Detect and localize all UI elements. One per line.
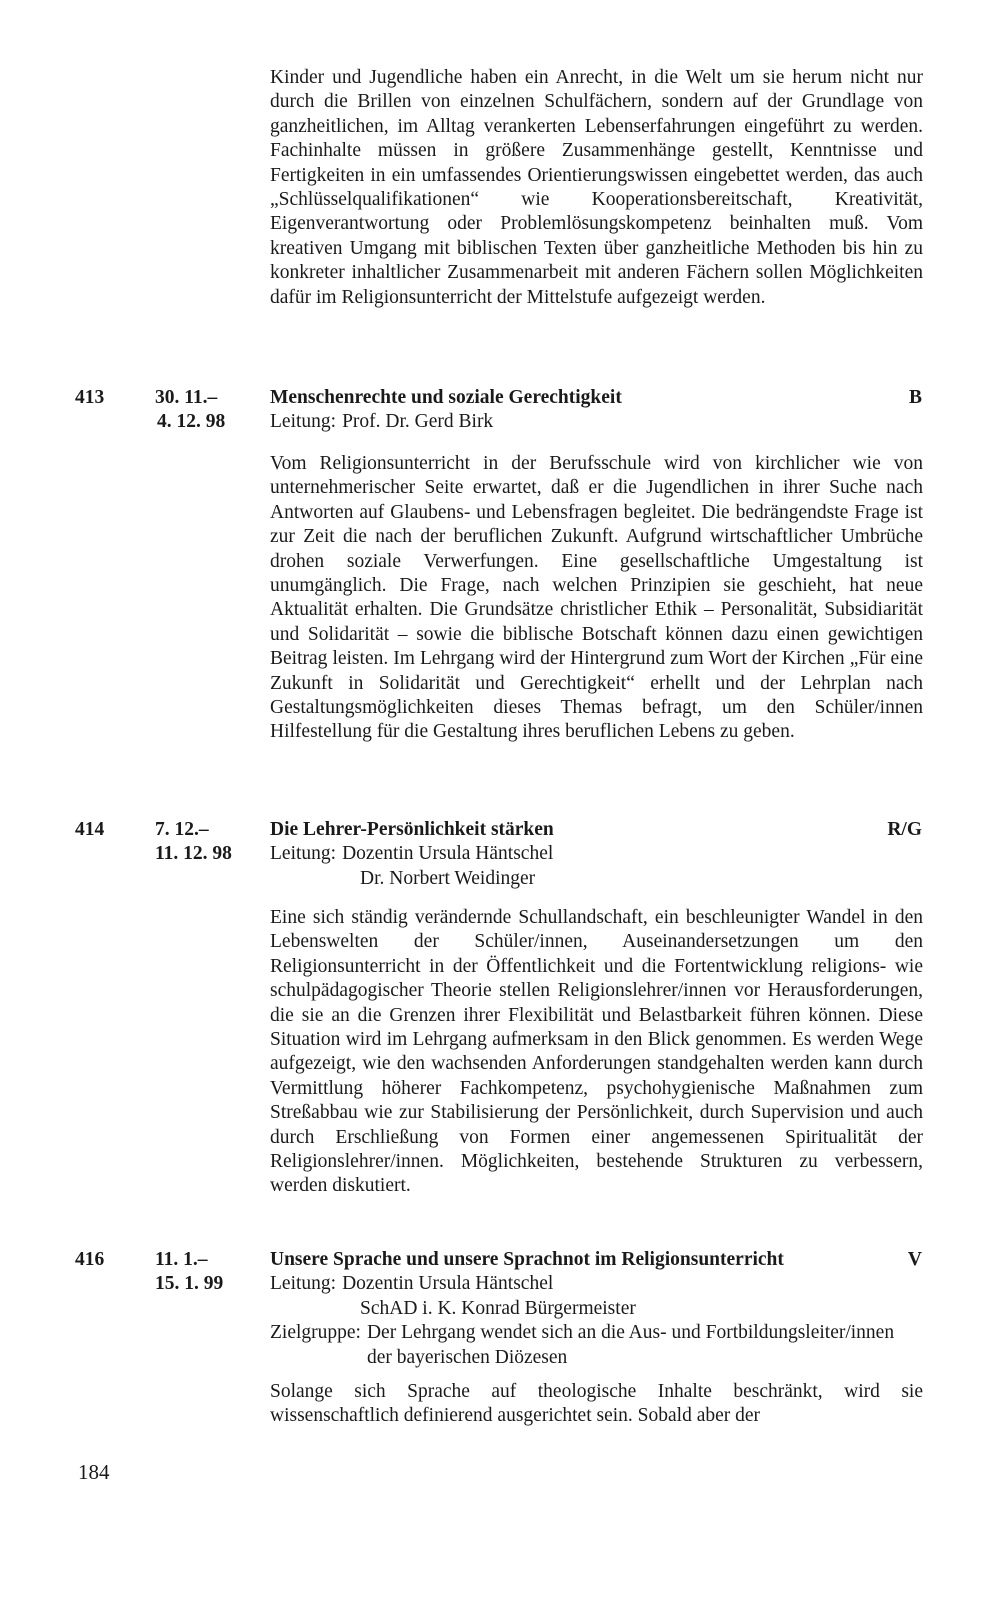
course-number: 416 (75, 1249, 105, 1270)
course-title: Menschenrechte und soziale Gerechtigkeit (270, 387, 622, 408)
course-meta (270, 842, 923, 891)
course-description-416: Solange sich Sprache auf theologische Inhalte beschränkt, wird sie wissenschaftlich definierend ausgerichtet sein. Sobald aber der (270, 1381, 923, 1427)
zielgruppe-label: Zielgruppe: (270, 1322, 361, 1344)
leitung-label: Leitung: (270, 1273, 337, 1295)
course-code: B (908, 387, 922, 408)
page-number: 184 (78, 1460, 110, 1484)
zielgruppe-text: Der Lehrgang wendet sich an die Aus- und Fortbildungsleiter/innen der bayerischen Diözesen (366, 1322, 895, 1368)
course-dates (155, 818, 232, 867)
date-end: 11. 12. 98 (155, 843, 232, 865)
course-code: V (907, 1249, 922, 1270)
leitung-label: Leitung: (270, 843, 337, 865)
course-description-414: Eine sich ständig verändernde Schullandschaft, ein beschleunigter Wandel in den Lebenswelten der Schüler/innen, Auseinandersetzungen um den Religionsunterricht in der Öffentlichkeit und die Fortentwicklung religions- wie schulpädagogischer Theorie stellen Religionslehrer/innen vor Herausforderungen, die sie an die Grenzen ihrer Flexibilität und Belastbarkeit führen können. Diese Situation wird im Lehrgang aufmerksam in den Blick genommen. Es werden Wege aufgezeigt, wie den wachsenden Anforderungen standgehalten werden kann durch Vermittlung höherer Fachkompetenz, psychohygienische Maßnahmen zum Streßabbau wie zur Stabilisierung der Persönlichkeit, durch Supervision und auch durch Erschließung von Formen einer angemessenen Spiritualität der Religionslehrer/innen. Möglichkeiten, bestehende Strukturen zu verbessern, werden diskutiert. (270, 907, 923, 1197)
date-start: 7. 12.– (155, 819, 209, 840)
leitung-name: Dr. Norbert Weidinger (360, 867, 536, 889)
leitung-name: Prof. Dr. Gerd Birk (342, 411, 494, 433)
leitung-name: Dozentin Ursula Häntschel (342, 1273, 554, 1295)
date-end: 4. 12. 98 (157, 411, 226, 433)
course-number: 414 (75, 819, 105, 840)
date-start: 30. 11.– (155, 387, 218, 408)
course-number: 413 (75, 387, 105, 408)
course-meta (270, 1272, 923, 1370)
leitung-label: Leitung: (270, 411, 337, 433)
leitung-name: SchAD i. K. Konrad Bürgermeister (360, 1297, 636, 1319)
course-description-413: Vom Religionsunterricht in der Berufsschule wird von kirchlicher wie von unternehmerischer Seite erwartet, daß er die Jugendlichen in ihrer Suche nach Antworten auf Glaubens- und Lebensfragen begleitet. Die bedrängendste Frage ist zur Zeit die nach der beruflichen Zukunft. Aufgrund wirtschaftlicher Umbrüche drohen soziale Verwerfungen. Eine gesellschaftliche Umgestaltung ist unumgänglich. Die Frage, nach welchen Prinzipien sie geschieht, hat neue Aktualität erhalten. Die Grundsätze christlicher Ethik – Personalität, Subsidiarität und Solidarität – sowie die biblische Botschaft können dazu einen gewichtigen Beitrag leisten. Im Lehrgang wird der Hintergrund zum Wort der Kirchen „Für eine Zukunft in Solidarität und Gerechtigkeit“ erhellt und der Lehrplan nach Gestaltungsmöglichkeiten dieses Themas befragt, um den Schüler/innen Hilfestellung für die Gestaltung ihres beruflichen Lebens zu geben. (270, 453, 923, 743)
date-end: 15. 1. 99 (155, 1273, 224, 1295)
leitung-name: Dozentin Ursula Häntschel (342, 843, 554, 865)
course-dates (155, 386, 225, 435)
course-dates (155, 1248, 223, 1297)
course-meta (270, 410, 923, 434)
date-start: 11. 1.– (155, 1249, 208, 1270)
course-title: Die Lehrer-Persönlichkeit stärken (270, 819, 554, 840)
intro-paragraph: Kinder und Jugendliche haben ein Anrecht, in die Welt um sie herum nicht nur durch die Brillen von einzelnen Schulfächern, sondern auf der Grundlage von ganzheitlichen, im Alltag verankerten Lebenserfahrungen eingeführt zu werden. Fachinhalte müssen in größere Zusammenhänge gestellt, Kenntnisse und Fertigkeiten in ein umfassendes Orientierungswissen eingebettet werden, das auch „Schlüsselqualifikationen“ wie Kooperationsbereitschaft, Kreativität, Eigenverantwortung oder Problemlösungskompetenz beinhalten muß. Vom kreativen Umgang mit biblischen Texten über ganzheitliche Methoden bis hin zu konkreter inhaltlicher Zusammenarbeit mit anderen Fächern sollen Möglichkeiten dafür im Religionsunterricht der Mittelstufe aufgezeigt werden. (270, 67, 923, 308)
course-code: R/G (887, 819, 922, 840)
course-title: Unsere Sprache und unsere Sprachnot im Religionsunterricht (270, 1249, 784, 1270)
